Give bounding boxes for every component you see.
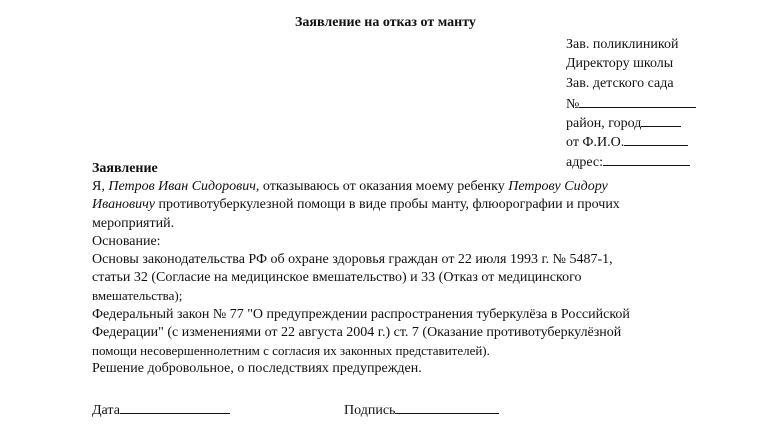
statement-line: Ивановичу противотуберкулезной помощи в виде пробы манту, флюорографии и прочих [92, 197, 620, 213]
statement-line: статьи 32 (Согласие на медицинское вмешательство) и 33 (Отказ от медицинского [92, 270, 582, 286]
child-name: Петрову Сидору [508, 179, 608, 195]
district-blank [641, 112, 681, 127]
statement-line: Основание: [92, 233, 161, 249]
statement-line: Федерации" (с изменениями от 22 августа 2004 г.) ст. 7 (Оказание противотуберкулёзной [92, 324, 622, 340]
document-title: Заявление на отказ от манту [295, 15, 476, 30]
signature-field [344, 399, 499, 420]
recipient-line-district: район, город [566, 112, 696, 131]
recipient-block [566, 35, 696, 170]
number-blank [579, 93, 696, 108]
statement-line: помощи несовершеннолетним с согласия их законных представителей). [92, 342, 490, 358]
statement-line: Я, Петров Иван Сидорович, отказываюсь от оказания моему ребенку Петрову Сидору [92, 179, 608, 195]
recipient-line-address: адрес: [566, 151, 696, 170]
statement-line: Решение добровольное, о последствиях предупрежден. [92, 361, 422, 377]
recipient-line-kindergarten: Зав. детского сада [566, 75, 674, 91]
signature-blank [395, 399, 499, 414]
recipient-line-number: № [566, 93, 696, 112]
statement-line: Федеральный закон № 77 "О предупреждении распространения туберкулёза в Российской [92, 306, 630, 322]
child-patronymic: Ивановичу [92, 197, 156, 213]
date-label: Дата [92, 403, 120, 418]
signature-label: Подпись [344, 403, 396, 418]
from-blank [624, 131, 688, 146]
recipient-line-polyclinic: Зав. поликлиникой [566, 37, 679, 52]
statement-line: мероприятий. [92, 215, 175, 231]
statement-heading: Заявление [92, 161, 158, 176]
statement-line: Основы законодательства РФ об охране здоровья граждан от 22 июля 1993 г. № 5487-1, [92, 251, 613, 267]
date-field [92, 399, 230, 420]
date-blank [120, 399, 230, 414]
statement-body [92, 160, 732, 378]
recipient-line-from: от Ф.И.О. [566, 131, 696, 150]
applicant-name: Петров Иван Сидорович [108, 179, 256, 195]
statement-line: вмешательства); [92, 288, 183, 304]
recipient-line-school: Директору школы [566, 56, 674, 72]
